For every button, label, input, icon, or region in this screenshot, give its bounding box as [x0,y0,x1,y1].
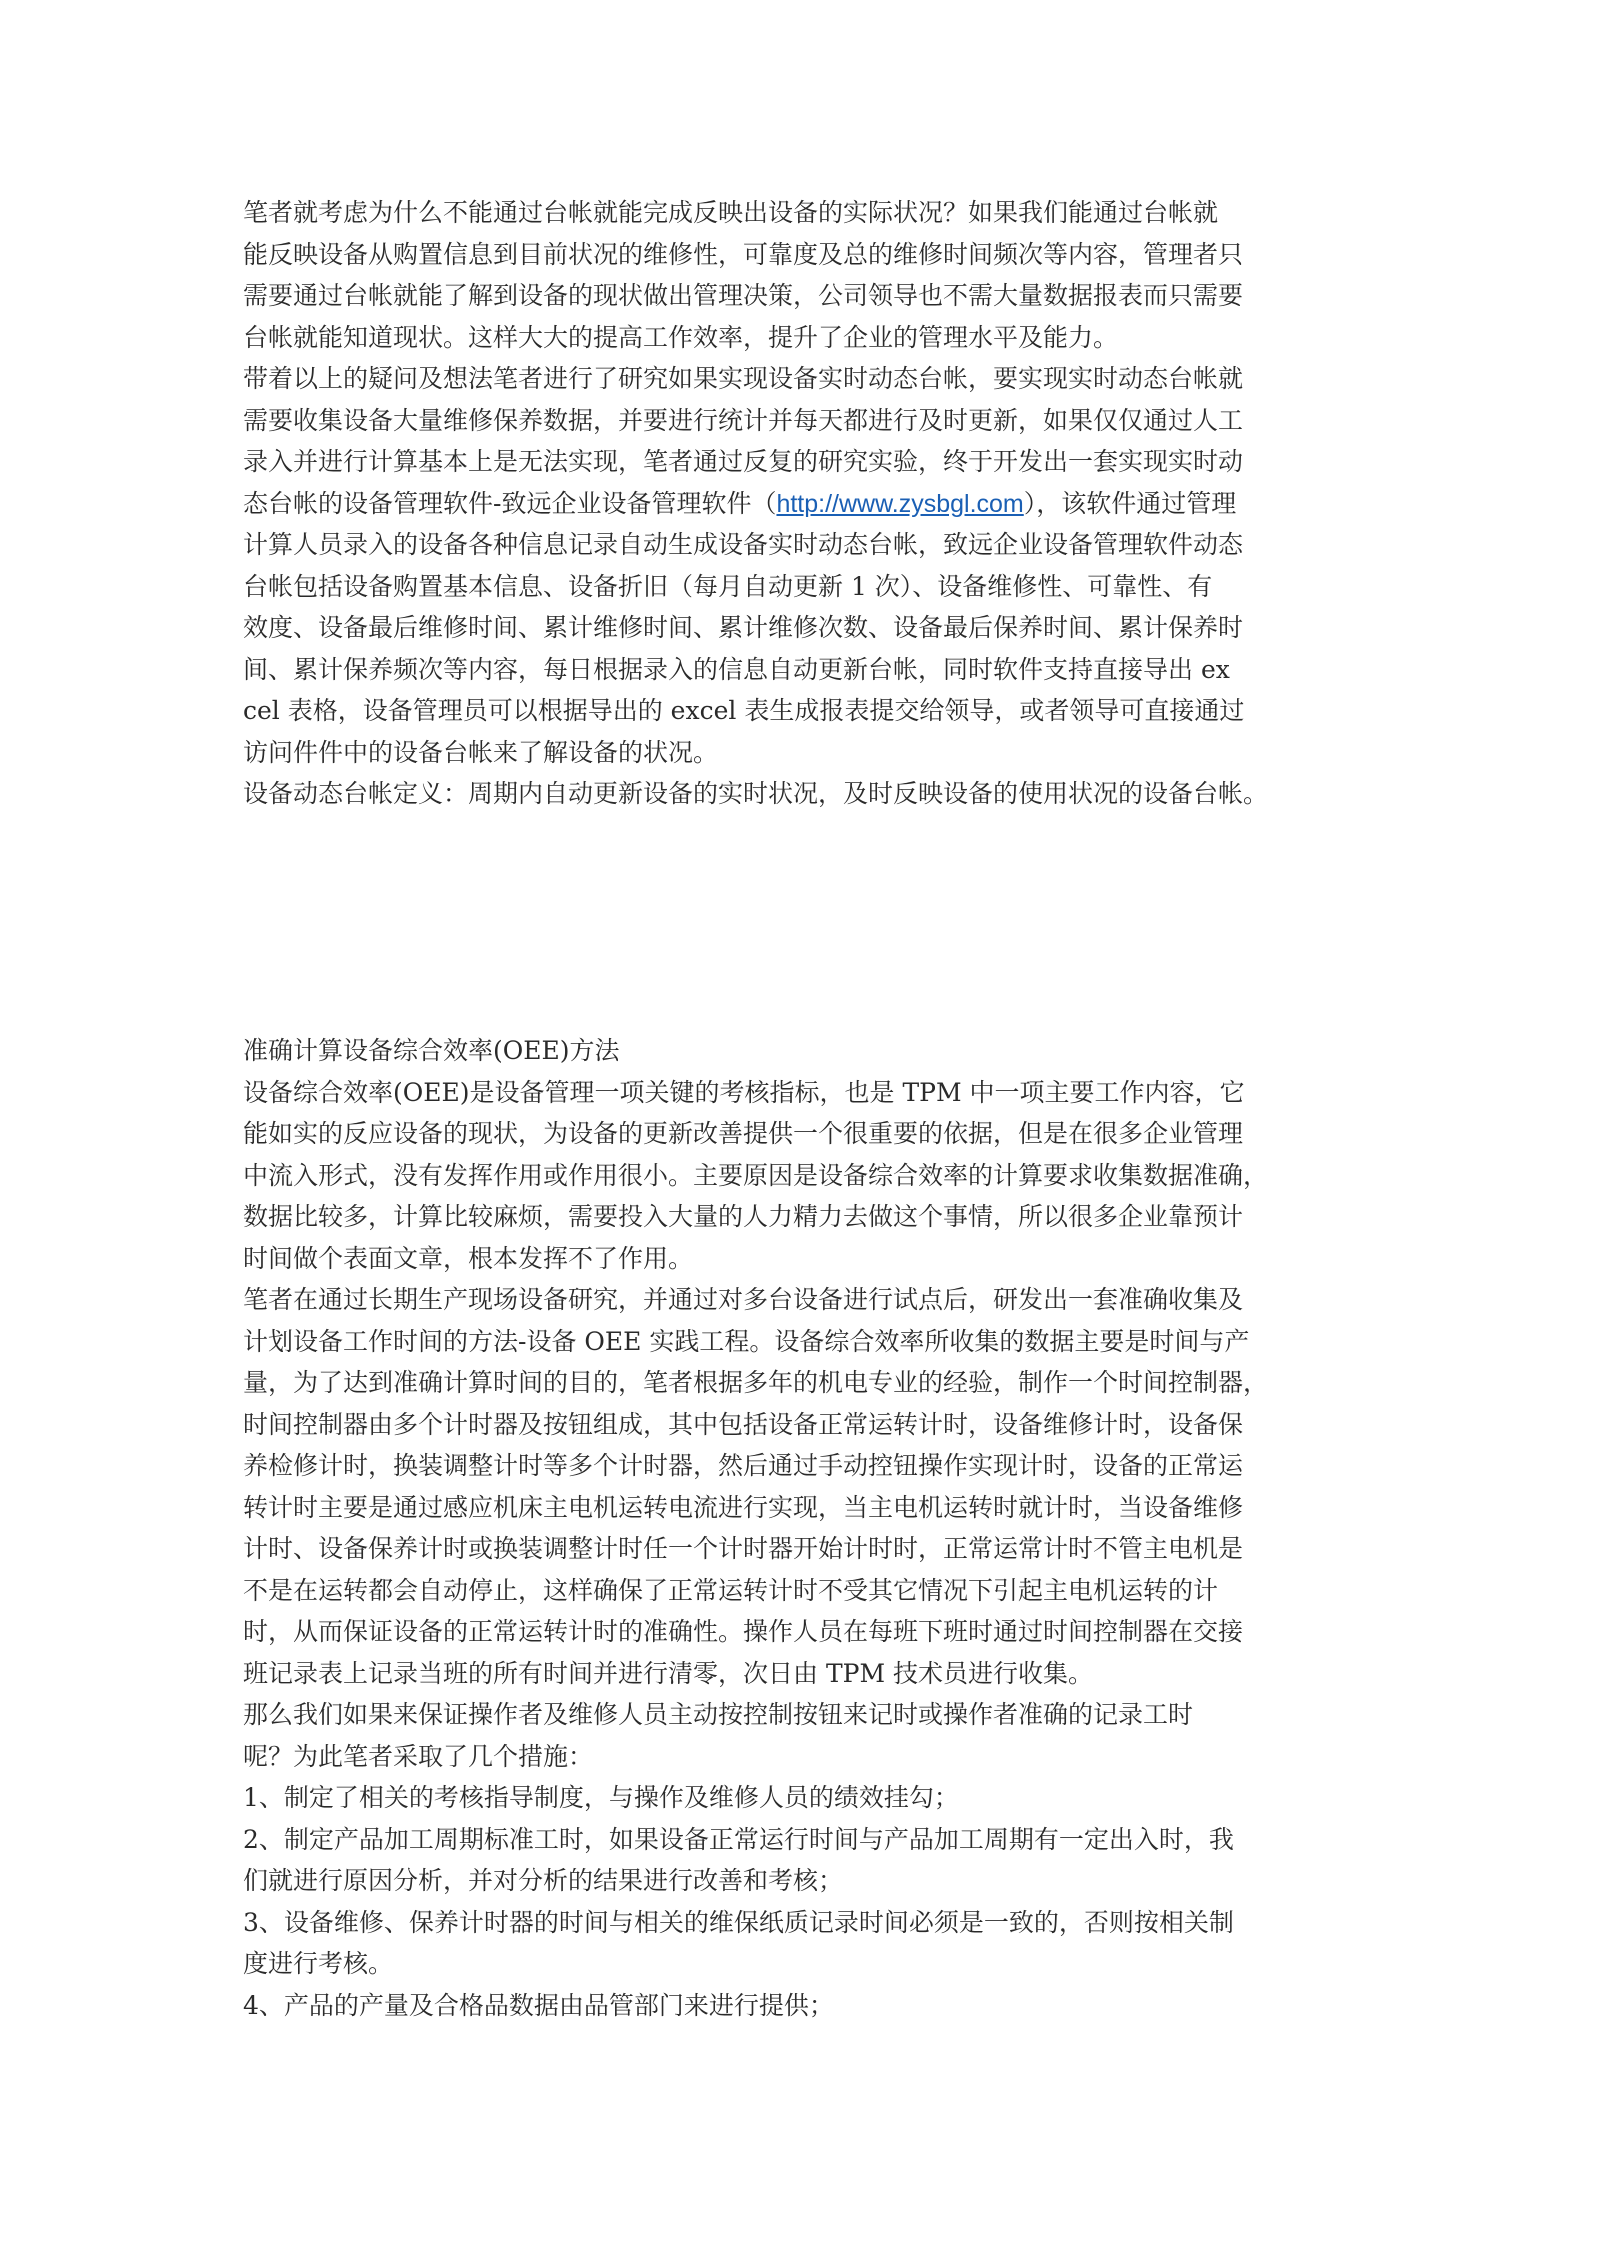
paragraph-line: 不是在运转都会自动停止，这样确保了正常运转计时不受其它情况下引起主电机运转的计 [243,1575,1219,1605]
paragraph-line-with-link [243,483,1361,525]
list-item-3-continued: 度进行考核。 [243,1949,394,1978]
line-text-after-link: ），该软件通过管理 [1023,488,1237,518]
paragraph-line: 录入并进行计算基本上是无法实现，笔者通过反复的研究实验，终于开发出一套实现实时动 [243,447,1244,476]
list-item-2-continued: 们就进行原因分析，并对分析的结果进行改善和考核； [243,1866,844,1895]
paragraph-line: 养检修计时，换装调整计时等多个计时器，然后通过手动控钮操作实现计时，设备的正常运 [243,1451,1244,1480]
list-item-4: 4、产品的产量及合格品数据由品管部门来进行提供； [243,1990,834,2020]
list-item-3: 3、设备维修、保养计时器的时间与相关的维保纸质记录时间必须是一致的，否则按相关制 [243,1907,1234,1937]
definition-line: 设备动态台帐定义：周期内自动更新设备的实时状况，及时反映设备的使用状况的设备台帐。 [243,779,1269,808]
paragraph-line: 时，从而保证设备的正常运转计时的准确性。操作人员在每班下班时通过时间控制器在交接 [243,1617,1244,1646]
paragraph-line: 中流入形式，没有发挥作用或作用很小。主要原因是设备综合效率的计算要求收集数据准确， [243,1160,1269,1190]
paragraph-line: 时间控制器由多个计时器及按钮组成，其中包括设备正常运转计时，设备维修计时，设备保 [243,1409,1244,1439]
paragraph-line: 量，为了达到准确计算时间的目的，笔者根据多年的机电专业的经验，制作一个时间控制器， [243,1368,1269,1397]
paragraph-line: 能如实的反应设备的现状，为设备的更新改善提供一个很重要的依据，但是在很多企业管理 [243,1119,1244,1148]
paragraph-line: 时间做个表面文章，根本发挥不了作用。 [243,1243,694,1273]
paragraph-line: cel 表格，设备管理员可以根据导出的 excel 表生成报表提交给领导，或者领导可直接通过 [243,696,1245,725]
section-heading: 准确计算设备综合效率(OEE)方法 [243,1036,620,1065]
paragraph-line: 数据比较多，计算比较麻烦，需要投入大量的人力精力去做这个事情，所以很多企业靠预计 [243,1202,1244,1231]
paragraph-line: 台帐包括设备购置基本信息、设备折旧（每月自动更新 1 次）、设备维修性、可靠性、有 [243,571,1213,601]
list-item-1: 1、制定了相关的考核指导制度，与操作及维修人员的绩效挂勾； [243,1783,959,1812]
paragraph-line: 间、累计保养频次等内容，每日根据录入的信息自动更新台帐，同时软件支持直接导出 ex [243,654,1230,684]
paragraph-line: 计算人员录入的设备各种信息记录自动生成设备实时动态台帐，致远企业设备管理软件动态 [243,530,1244,559]
paragraph-line: 笔者就考虑为什么不能通过台帐就能完成反映出设备的实际状况？如果我们能通过台帐就 [243,198,1219,227]
paragraph-line: 笔者在通过长期生产现场设备研究，并通过对多台设备进行试点后，研发出一套准确收集及 [243,1285,1244,1314]
paragraph-line: 计时、设备保养计时或换装调整计时任一个计时器开始计时时，正常运常计时不管主电机是 [243,1534,1244,1563]
paragraph-line: 台帐就能知道现状。这样大大的提高工作效率，提升了企业的管理水平及能力。 [243,322,1119,352]
section-oee-method [243,1030,1361,2026]
paragraph-line: 设备综合效率(OEE)是设备管理一项关键的考核指标，也是 TPM 中一项主要工作内容，它 [243,1077,1245,1107]
paragraph-line: 呢？为此笔者采取了几个措施： [243,1741,594,1771]
paragraph-line: 访问件件中的设备台帐来了解设备的状况。 [243,737,719,767]
paragraph-line: 带着以上的疑问及想法笔者进行了研究如果实现设备实时动态台帐，要实现实时动态台帐就 [243,364,1244,393]
software-website-link[interactable]: http://www.zysbgl.com [776,489,1024,518]
paragraph-line: 计划设备工作时间的方法-设备 OEE 实践工程。设备综合效率所收集的数据主要是时间与产 [243,1326,1250,1356]
line-text-before-link: 态台帐的设备管理软件-致远企业设备管理软件（ [243,488,777,518]
paragraph-line: 需要通过台帐就能了解到设备的现状做出管理决策，公司领导也不需大量数据报表而只需要 [243,281,1244,310]
list-item-2: 2、制定产品加工周期标准工时，如果设备正常运行时间与产品加工周期有一定出入时，我 [243,1824,1234,1854]
paragraph-line: 那么我们如果来保证操作者及维修人员主动按控制按钮来记时或操作者准确的记录工时 [243,1700,1194,1729]
paragraph-line: 需要收集设备大量维修保养数据，并要进行统计并每天都进行及时更新，如果仅仅通过人工 [243,405,1244,435]
paragraph-line: 班记录表上记录当班的所有时间并进行清零，次日由 TPM 技术员进行收集。 [243,1658,1093,1688]
paragraph-line: 能反映设备从购置信息到目前状况的维修性，可靠度及总的维修时间频次等内容，管理者只 [243,239,1244,269]
paragraph-line: 转计时主要是通过感应机床主电机运转电流进行实现，当主电机运转时就计时，当设备维修 [243,1492,1244,1522]
paragraph-line: 效度、设备最后维修时间、累计维修时间、累计维修次数、设备最后保养时间、累计保养时 [243,613,1244,642]
section-dynamic-ledger [243,192,1361,815]
